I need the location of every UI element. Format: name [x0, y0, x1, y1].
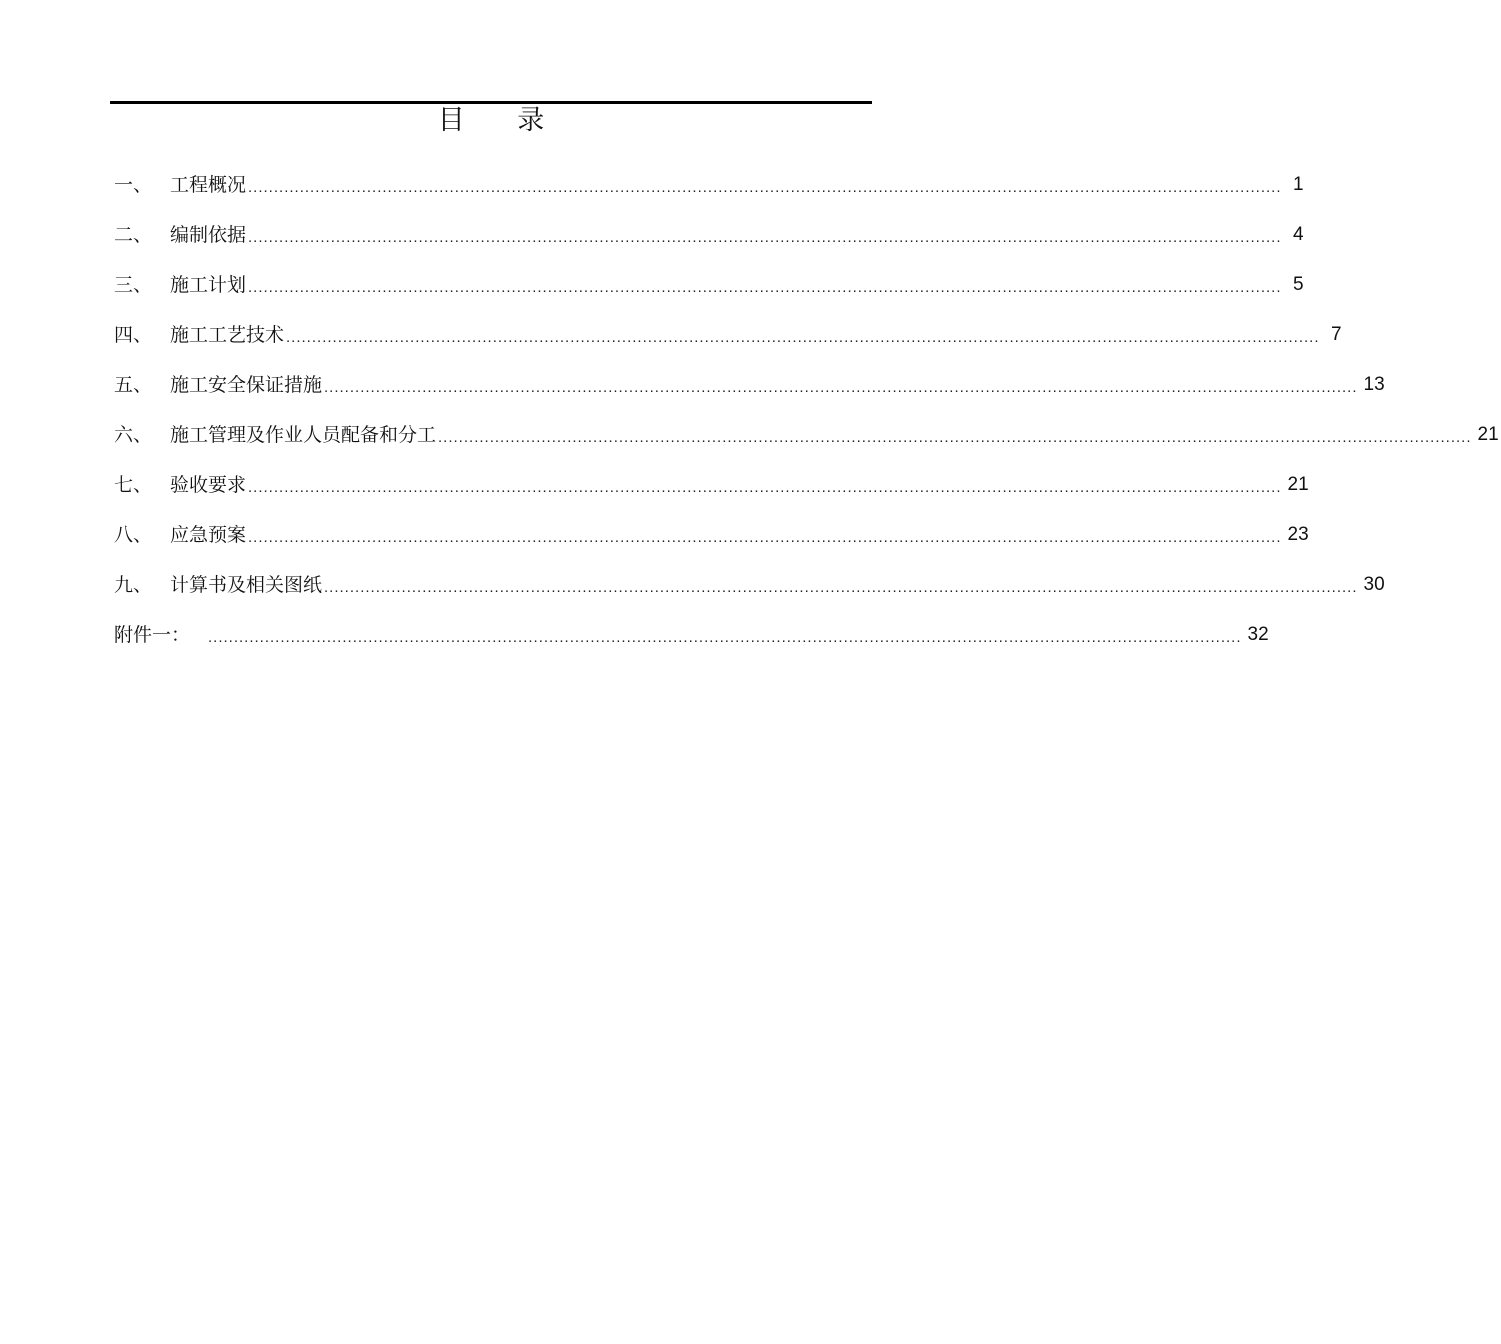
toc-entry-number: 一、 [114, 174, 153, 196]
toc-entry[interactable] [114, 410, 1499, 460]
toc-entry-number: 二、 [114, 224, 153, 246]
toc-entry[interactable] [114, 610, 1269, 660]
toc-entry-number: 五、 [114, 374, 153, 396]
toc-dot-leader: ........................................................................................................................................................................................................ [324, 579, 1358, 596]
toc-entry[interactable] [114, 260, 1304, 310]
toc-entry-label: 施工计划 [170, 274, 247, 296]
toc-entry-label: 验收要求 [170, 474, 247, 496]
toc-entry-number: 附件一： [114, 624, 191, 646]
toc-entry-page: 4 [1292, 224, 1304, 245]
toc-entry-page: 7 [1330, 324, 1342, 345]
toc-entry-page: 21 [1287, 474, 1309, 495]
toc-entry-label: 应急预案 [170, 524, 247, 546]
toc-entry-page: 32 [1247, 624, 1269, 645]
toc-entry-page: 5 [1292, 274, 1304, 295]
toc-entry[interactable] [114, 560, 1385, 610]
toc-entry[interactable] [114, 360, 1385, 410]
toc-dot-leader: ........................................................................................................................................................................................................ [248, 529, 1282, 546]
toc-entry-label: 编制依据 [170, 224, 247, 246]
toc-entry-label: 计算书及相关图纸 [170, 574, 323, 596]
toc-title: 目 录 [437, 105, 567, 136]
toc-dot-leader: ........................................................................................................................................................................................................ [248, 179, 1282, 196]
toc-dot-leader: ........................................................................................................................................................................................................ [438, 429, 1472, 446]
toc-entry-number: 四、 [114, 324, 153, 346]
toc-entry-page: 1 [1292, 174, 1304, 195]
toc-entry-number: 六、 [114, 424, 153, 446]
toc-dot-leader: ........................................................................................................................................................................................................ [286, 329, 1320, 346]
toc-entry[interactable] [114, 460, 1309, 510]
toc-entry-page: 23 [1287, 524, 1309, 545]
toc-entry-label: 施工工艺技术 [170, 324, 285, 346]
toc-dot-leader: ........................................................................................................................................................................................................ [248, 229, 1282, 246]
toc-entry-number: 九、 [114, 574, 153, 596]
toc-entry-label: 施工安全保证措施 [170, 374, 323, 396]
toc-entry[interactable] [114, 310, 1342, 360]
toc-entry-number: 八、 [114, 524, 153, 546]
toc-entry-page: 30 [1363, 574, 1385, 595]
toc-entry[interactable] [114, 510, 1309, 560]
toc-entry-label: 工程概况 [170, 174, 247, 196]
toc-dot-leader: ........................................................................................................................................................................................................ [208, 629, 1242, 646]
toc-entry-number: 三、 [114, 274, 153, 296]
toc-entry[interactable] [114, 160, 1304, 210]
toc-entry-page: 21 [1477, 424, 1499, 445]
toc-dot-leader: ........................................................................................................................................................................................................ [248, 279, 1282, 296]
toc-list [114, 160, 1499, 660]
toc-entry[interactable] [114, 210, 1304, 260]
toc-entry-number: 七、 [114, 474, 153, 496]
toc-dot-leader: ........................................................................................................................................................................................................ [248, 479, 1282, 496]
toc-entry-label: 施工管理及作业人员配备和分工 [170, 424, 437, 446]
toc-entry-page: 13 [1363, 374, 1385, 395]
toc-dot-leader: ........................................................................................................................................................................................................ [324, 379, 1358, 396]
